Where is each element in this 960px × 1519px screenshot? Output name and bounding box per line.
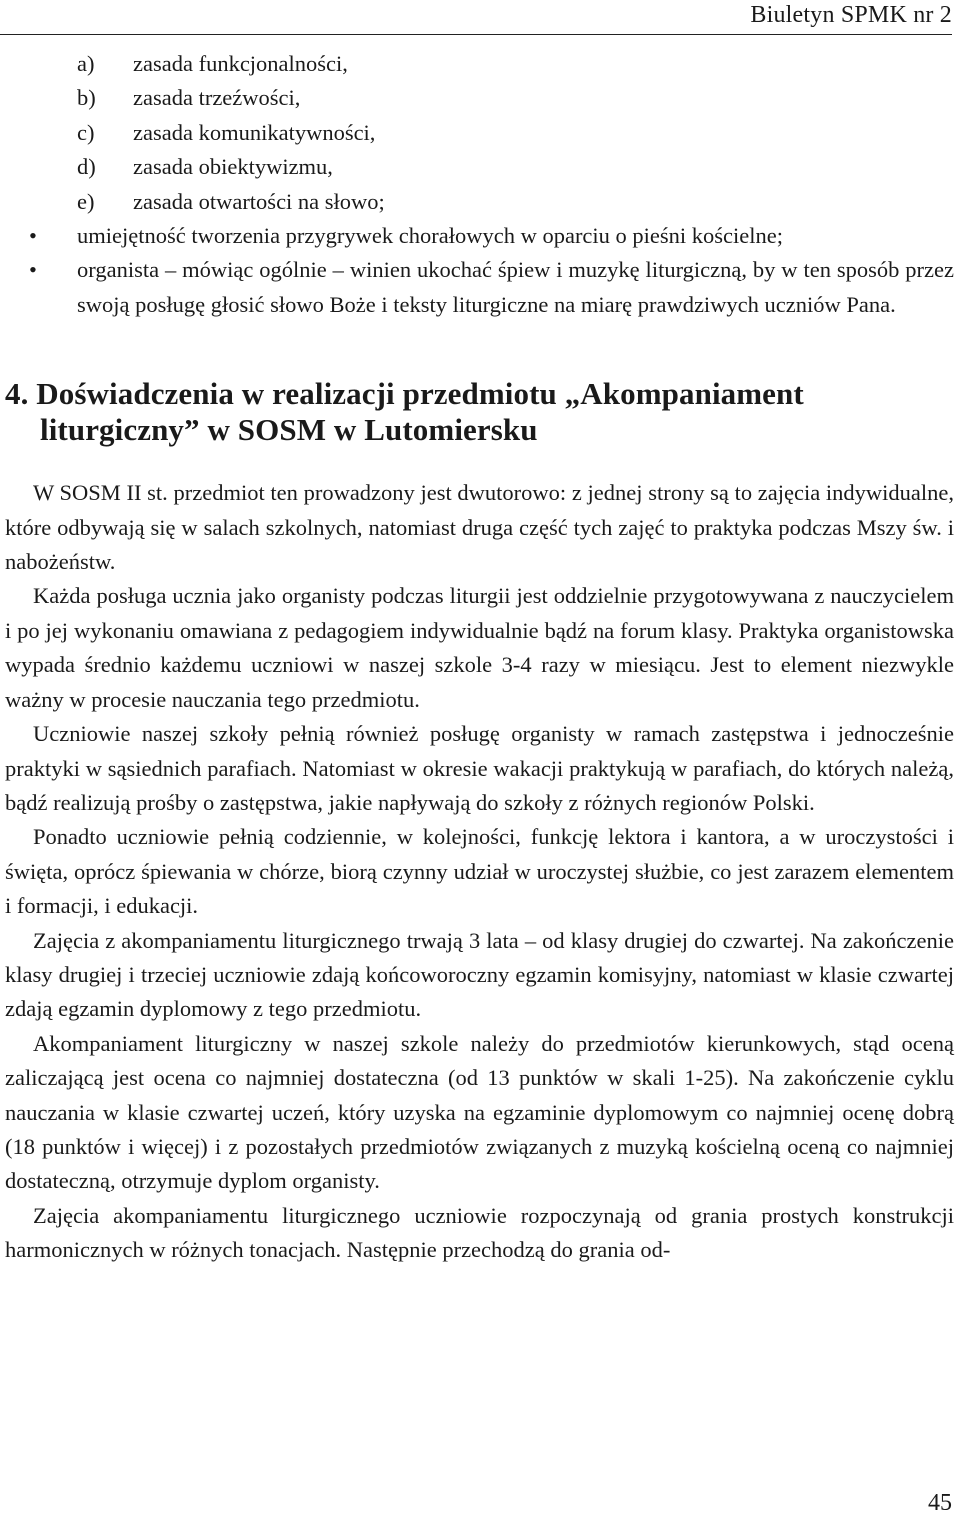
bullet-item [5,219,954,253]
list-marker: c) [77,119,95,145]
list-marker: e) [77,188,95,214]
paragraph: Zajęcia z akompaniamentu liturgicznego trwają 3 lata – od klasy drugiej do czwartej. Na zakończenie klasy drugiej i trzeciej uczniowie zdają końcoworoczny egzamin komisyjny, natomiast w klasie czwartej zdają egzamin dyplomowy z tego przedmiotu. [5,927,954,1022]
section-heading: 4. Doświadczenia w realizacji przedmiotu „Akompaniament liturgiczny” w SOSM w Lutomiersku [5,376,804,448]
list-item-text: zasada komunikatywności, [133,119,376,145]
list-item [5,150,954,184]
paragraph: Akompaniament liturgiczny w naszej szkole należy do przedmiotów kierunkowych, stąd oceną zaliczającą jest ocena co najmniej dostateczna (od 13 punktów w skali 1-25). Na zakończenie cyklu nauczania w klasie czwartej uczeń, który uzyska na egzaminie dyplomowym co najmniej ocenę dobrą (18 punktów i więcej) i z pozostałych przedmiotów związanych z muzyką kościelną oceną co najmniej dostateczną, otrzymuje dyplom organisty. [5,1030,954,1194]
bullet-icon: • [29,223,37,249]
list-item [5,81,954,115]
list-item [5,47,954,81]
list-item-text: zasada funkcjonalności, [133,51,348,76]
list-item [5,116,954,150]
list-item [5,185,954,219]
paragraph: Każda posługa ucznia jako organisty podczas liturgii jest oddzielnie przygotowywana z nauczycielem i po jej wykonaniu omawiana z pedagogiem indywidualnie bądź na forum klasy. Praktyka organistowska wypada średnio każdemu uczniowi w naszej szkole 3-4 razy w miesiącu. Jest to element niezwykle ważny w procesie nauczania tego przedmiotu. [5,583,954,712]
bullet-list [5,219,954,322]
page-body [5,47,954,1268]
bullet-item-text: umiejętność tworzenia przygrywek chorałowych w oparciu o pieśni kościelne; [77,223,784,249]
paragraph: Ponadto uczniowie pełnią codziennie, w kolejności, funkcję lektora i kantora, a w uroczystości i święta, oprócz śpiewania w chórze, biorą czynny udział w uroczystej służbie, co jest zarazem elementem i formacji, i edukacji. [5,824,954,919]
list-marker: d) [77,154,96,180]
list-item-text: zasada otwartości na słowo; [133,188,385,214]
list-item-text: zasada obiektywizmu, [133,154,333,180]
bullet-item-text: organista – mówiąc ogólnie – winien ukochać śpiew i muzykę liturgiczną, by w ten sposób przez swoją posługę głosić słowo Boże i teksty liturgiczne na miarę prawdziwych uczniów Pana. [77,257,954,317]
paragraph: W SOSM II st. przedmiot ten prowadzony jest dwutorowo: z jednej strony są to zajęcia indywidualne, które odbywają się w salach szkolnych, natomiast druga część tych zajęć to praktyka podczas Mszy św. i nabożeństw. [5,480,954,575]
running-title: Biuletyn SPMK nr 2 [750,2,952,28]
paragraph: Uczniowie naszej szkoły pełnią również posługę organisty w ramach zastępstwa i jednocześnie praktyki w sąsiednich parafiach. Natomiast w okresie wakacji praktykują w parafiach, do których należą, bądź realizują prośby o zastępstwa, jakie napływają do szkoły z różnych regionów Polski. [5,721,954,815]
principles-list [5,47,954,219]
paragraph: Zajęcia akompaniamentu liturgicznego uczniowie rozpoczynają od grania prostych konstrukcji harmonicznych w różnych tonacjach. Następnie przechodzą do grania od- [5,1202,954,1263]
bullet-item [5,253,954,322]
page-number: 45 [928,1490,952,1516]
bullet-icon: • [29,257,37,283]
list-marker: a) [77,51,95,76]
running-header [0,2,952,35]
list-marker: b) [77,85,96,111]
list-item-text: zasada trzeźwości, [133,85,301,111]
